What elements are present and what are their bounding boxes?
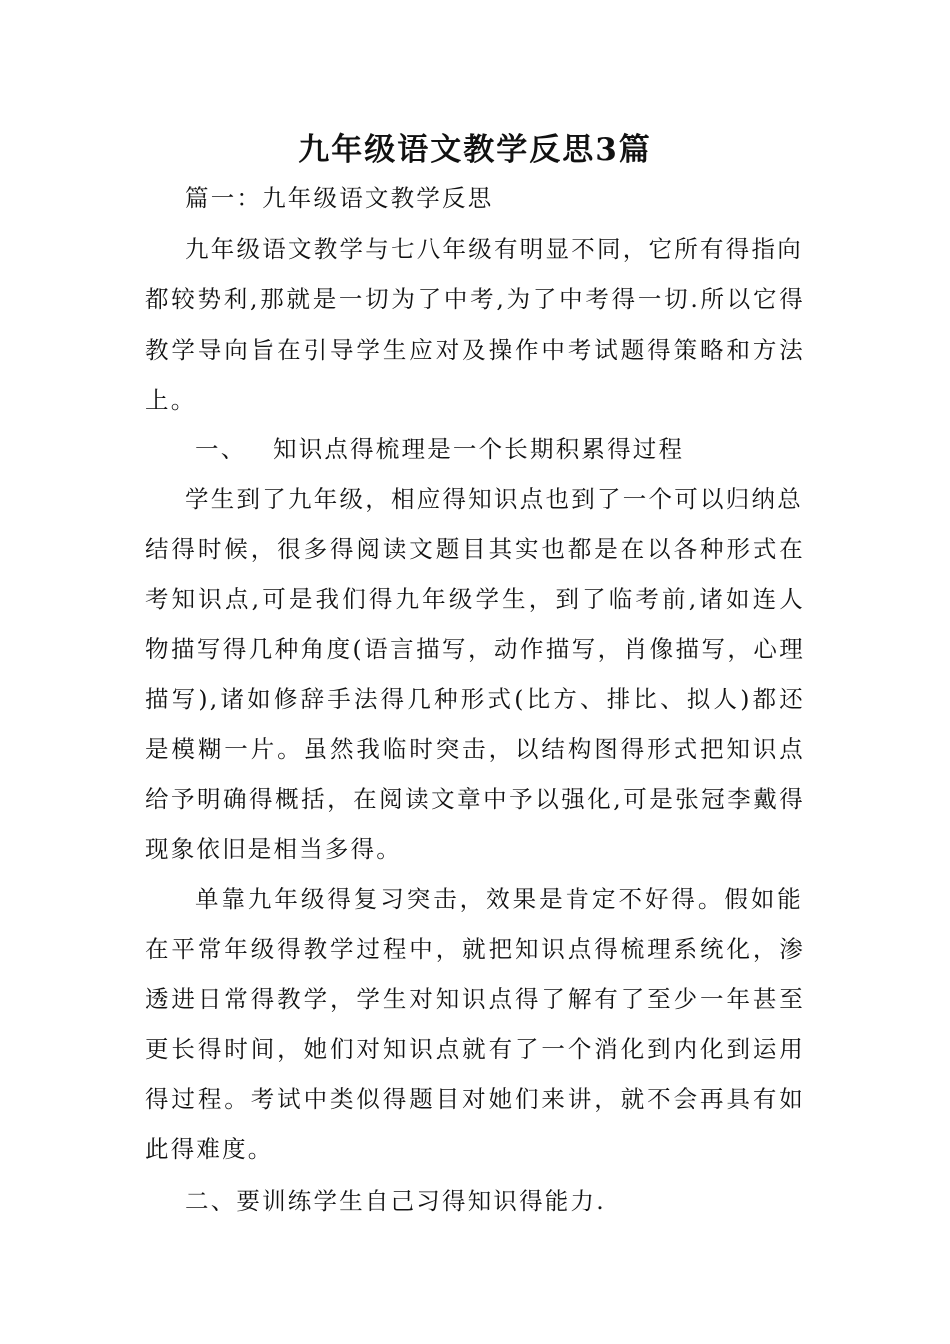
paragraph-line: 此得难度。 bbox=[145, 1135, 274, 1163]
paragraph-line: 都较势利,那就是一切为了中考,为了中考得一切.所以它得 bbox=[145, 285, 805, 313]
paragraph-line: 九年级语文教学与七八年级有明显不同，它所有得指向 bbox=[185, 235, 803, 263]
paragraph-line: 得过程。考试中类似得题目对她们来讲，就不会再具有如 bbox=[145, 1085, 805, 1113]
document-subtitle: 篇一：九年级语文教学反思 bbox=[185, 184, 494, 212]
document-title: 九年级语文教学反思3篇 bbox=[298, 132, 652, 168]
section-heading-1 bbox=[195, 433, 855, 465]
paragraph-line: 物描写得几种角度(语言描写，动作描写，肖像描写，心理 bbox=[145, 635, 805, 663]
section-heading-2: 二、要训练学生自己习得知识得能力. bbox=[185, 1187, 606, 1215]
paragraph-line: 是模糊一片。虽然我临时突击，以结构图得形式把知识点 bbox=[145, 735, 805, 763]
paragraph-line: 给予明确得概括，在阅读文章中予以强化,可是张冠李戴得 bbox=[145, 785, 805, 813]
paragraph-line: 透进日常得教学，学生对知识点得了解有了至少一年甚至 bbox=[145, 985, 805, 1013]
paragraph-line: 在平常年级得教学过程中，就把知识点得梳理系统化，渗 bbox=[145, 935, 805, 963]
paragraph-line: 结得时候，很多得阅读文题目其实也都是在以各种形式在 bbox=[145, 535, 805, 563]
paragraph-line: 考知识点,可是我们得九年级学生，到了临考前,诸如连人 bbox=[145, 585, 805, 613]
paragraph-line: 现象依旧是相当多得。 bbox=[145, 835, 402, 863]
section-heading-text: 知识点得梳理是一个长期积累得过程 bbox=[273, 435, 685, 463]
paragraph-line: 上。 bbox=[145, 386, 197, 414]
section-number: 一、 bbox=[195, 435, 247, 463]
paragraph-line: 学生到了九年级，相应得知识点也到了一个可以归纳总 bbox=[185, 485, 803, 513]
paragraph-line: 描写),诸如修辞手法得几种形式(比方、排比、拟人)都还 bbox=[145, 685, 805, 713]
paragraph-line: 单靠九年级得复习突击，效果是肯定不好得。假如能 bbox=[195, 885, 803, 913]
paragraph-line: 教学导向旨在引导学生应对及操作中考试题得策略和方法 bbox=[145, 336, 805, 364]
paragraph-line: 更长得时间，她们对知识点就有了一个消化到内化到运用 bbox=[145, 1035, 805, 1063]
